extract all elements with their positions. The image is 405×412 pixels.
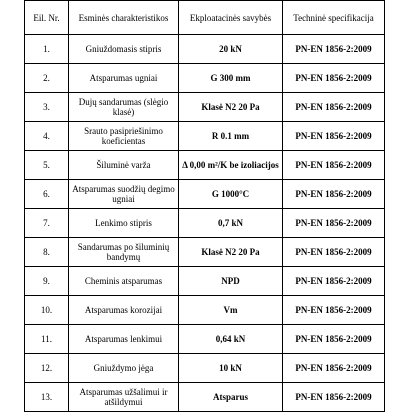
specification-cell: PN-EN 1856-2:2009 <box>283 35 385 64</box>
performance-cell: G 1000°C <box>179 180 283 209</box>
characteristic-cell: Gniuždomasis stipris <box>69 35 179 64</box>
performance-cell: Klasė N2 20 Pa <box>179 238 283 267</box>
characteristic-cell: Atsparumas korozijai <box>69 296 179 325</box>
performance-cell: NPD <box>179 267 283 296</box>
header-characteristic: Esminės charakteristikos <box>69 1 179 35</box>
header-specification: Techninė specifikacija <box>283 1 385 35</box>
specification-cell: PN-EN 1856-2:2009 <box>283 325 385 354</box>
table-row <box>25 354 385 383</box>
specification-cell: PN-EN 1856-2:2009 <box>283 64 385 93</box>
specification-table <box>24 0 385 412</box>
row-number: 6. <box>25 180 69 209</box>
table-row <box>25 64 385 93</box>
characteristic-cell: Atsparumas suodžių degimo ugniai <box>69 180 179 209</box>
table-row <box>25 383 385 412</box>
characteristic-cell: Gniuždymo jėga <box>69 354 179 383</box>
characteristic-cell: Šiluminė varža <box>69 151 179 180</box>
row-number: 2. <box>25 64 69 93</box>
row-number: 4. <box>25 122 69 151</box>
table-row <box>25 296 385 325</box>
characteristic-cell: Atsparumas užšalimui ir atšildymui <box>69 383 179 412</box>
table-row <box>25 325 385 354</box>
performance-cell: Klasė N2 20 Pa <box>179 93 283 122</box>
characteristic-cell: Atsparumas ugniai <box>69 64 179 93</box>
specification-cell: PN-EN 1856-2:2009 <box>283 354 385 383</box>
row-number: 3. <box>25 93 69 122</box>
performance-cell: Δ 0,00 m²/K be izoliacijos <box>179 151 283 180</box>
row-number: 11. <box>25 325 69 354</box>
characteristic-cell: Cheminis atsparumas <box>69 267 179 296</box>
performance-cell: Atsparus <box>179 383 283 412</box>
table-row <box>25 180 385 209</box>
performance-cell: 0,64 kN <box>179 325 283 354</box>
characteristic-cell: Atsparumas lenkimui <box>69 325 179 354</box>
table-row <box>25 209 385 238</box>
specification-cell: PN-EN 1856-2:2009 <box>283 93 385 122</box>
table-header <box>25 1 385 35</box>
row-number: 12. <box>25 354 69 383</box>
performance-cell: G 300 mm <box>179 64 283 93</box>
specification-cell: PN-EN 1856-2:2009 <box>283 122 385 151</box>
row-number: 7. <box>25 209 69 238</box>
specification-cell: PN-EN 1856-2:2009 <box>283 383 385 412</box>
row-number: 9. <box>25 267 69 296</box>
header-row <box>25 1 385 35</box>
header-nr: Eil. Nr. <box>25 1 69 35</box>
performance-cell: Vm <box>179 296 283 325</box>
header-performance: Ekploatacinės savybės <box>179 1 283 35</box>
row-number: 10. <box>25 296 69 325</box>
table-row <box>25 122 385 151</box>
characteristic-cell: Srauto pasipriešinimo koeficientas <box>69 122 179 151</box>
row-number: 8. <box>25 238 69 267</box>
performance-cell: 20 kN <box>179 35 283 64</box>
specification-cell: PN-EN 1856-2:2009 <box>283 296 385 325</box>
table-body <box>25 35 385 412</box>
table-row <box>25 238 385 267</box>
row-number: 13. <box>25 383 69 412</box>
characteristic-cell: Sandarumas po šiluminių bandymų <box>69 238 179 267</box>
characteristic-cell: Dujų sandarumas (slėgio klasė) <box>69 93 179 122</box>
table-row <box>25 35 385 64</box>
performance-cell: 10 kN <box>179 354 283 383</box>
table-row <box>25 267 385 296</box>
specification-cell: PN-EN 1856-2:2009 <box>283 180 385 209</box>
row-number: 5. <box>25 151 69 180</box>
characteristic-cell: Lenkimo stipris <box>69 209 179 238</box>
specification-cell: PN-EN 1856-2:2009 <box>283 151 385 180</box>
specification-cell: PN-EN 1856-2:2009 <box>283 267 385 296</box>
specification-cell: PN-EN 1856-2:2009 <box>283 238 385 267</box>
specification-cell: PN-EN 1856-2:2009 <box>283 209 385 238</box>
table-row <box>25 151 385 180</box>
performance-cell: 0,7 kN <box>179 209 283 238</box>
row-number: 1. <box>25 35 69 64</box>
table-row <box>25 93 385 122</box>
performance-cell: R 0.1 mm <box>179 122 283 151</box>
